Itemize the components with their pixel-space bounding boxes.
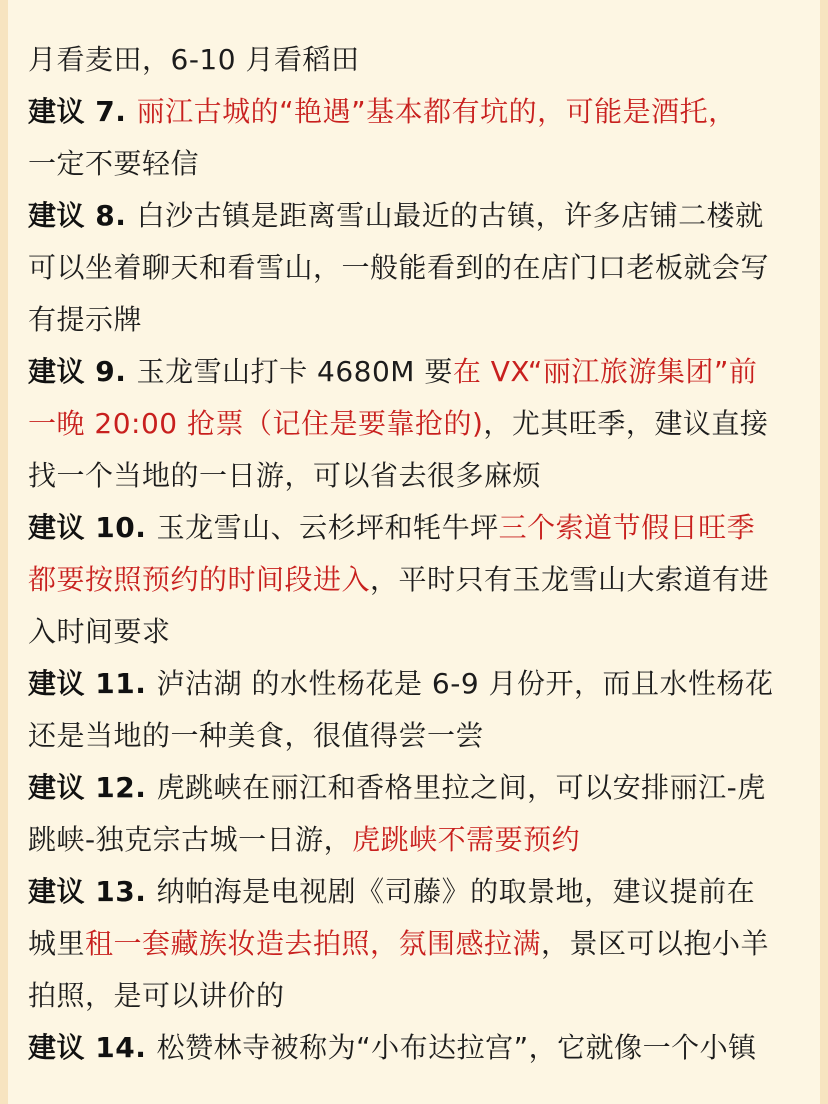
highlighted-text: 在 VX“丽江旅游集团”前 bbox=[452, 355, 758, 388]
body-text: 城里 bbox=[28, 927, 86, 960]
text-line bbox=[28, 138, 804, 190]
body-text: 虎跳峡在丽江和香格里拉之间，可以安排丽江-虎 bbox=[156, 771, 766, 804]
body-text: ，平时只有玉龙雪山大索道有进 bbox=[370, 563, 770, 596]
text-line bbox=[28, 450, 804, 502]
body-text: 还是当地的一种美食，很值得尝一尝 bbox=[28, 719, 485, 752]
text-line bbox=[28, 242, 804, 294]
body-text: 白沙古镇是距离雪山最近的古镇，许多店铺二楼就 bbox=[136, 199, 764, 232]
text-line bbox=[28, 918, 804, 970]
body-text: 可以坐着聊天和看雪山，一般能看到的在店门口老板就会写 bbox=[28, 251, 770, 284]
body-text: 有提示牌 bbox=[28, 303, 143, 336]
text-line bbox=[28, 710, 804, 762]
text-line bbox=[28, 1022, 804, 1074]
body-text: ，景区可以抱小羊 bbox=[541, 927, 770, 960]
text-line bbox=[28, 502, 804, 554]
body-text: 拍照，是可以讲价的 bbox=[28, 979, 285, 1012]
body-text: 月看麦田，6-10 月看稻田 bbox=[28, 43, 360, 76]
text-line bbox=[28, 606, 804, 658]
text-line bbox=[28, 554, 804, 606]
text-line bbox=[28, 86, 804, 138]
text-line bbox=[28, 866, 804, 918]
text-line bbox=[28, 190, 804, 242]
tip-label: 建议 11. bbox=[28, 667, 157, 700]
tip-label: 建议 9. bbox=[28, 355, 137, 388]
body-text: 松赞林寺被称为“小布达拉宫”，它就像一个小镇 bbox=[156, 1031, 757, 1064]
text-line bbox=[28, 970, 804, 1022]
body-text: 纳帕海是电视剧《司藤》的取景地，建议提前在 bbox=[156, 875, 756, 908]
tip-label: 建议 7. bbox=[28, 95, 137, 128]
text-line bbox=[28, 814, 804, 866]
text-line bbox=[28, 294, 804, 346]
highlighted-text: 都要按照预约的时间段进入 bbox=[28, 563, 371, 596]
tip-label: 建议 14. bbox=[28, 1031, 157, 1064]
highlighted-text: 虎跳峡不需要预约 bbox=[352, 823, 581, 856]
body-text: 泸沽湖 的水性杨花是 6-9 月份开，而且水性杨花 bbox=[156, 667, 774, 700]
highlighted-text: 丽江古城的“艳遇”基本都有坑的，可能是酒托， bbox=[136, 95, 737, 128]
tip-label: 建议 10. bbox=[28, 511, 157, 544]
body-text: 玉龙雪山、云杉坪和牦牛坪 bbox=[156, 511, 499, 544]
body-text: 找一个当地的一日游，可以省去很多麻烦 bbox=[28, 459, 542, 492]
body-text: 入时间要求 bbox=[28, 615, 171, 648]
highlighted-text: 一晚 20:00 抢票（记住是要靠抢的) bbox=[28, 407, 484, 440]
body-text: 一定不要轻信 bbox=[28, 147, 200, 180]
tip-label: 建议 13. bbox=[28, 875, 157, 908]
body-text: 跳峡-独克宗古城一日游， bbox=[28, 823, 353, 856]
text-line bbox=[28, 346, 804, 398]
body-text: ，尤其旺季，建议直接 bbox=[483, 407, 769, 440]
body-text: 玉龙雪山打卡 4680M 要 bbox=[136, 355, 453, 388]
text-body bbox=[28, 34, 804, 1074]
highlighted-text: 租一套藏族妆造去拍照，氛围感拉满 bbox=[85, 927, 542, 960]
tip-label: 建议 12. bbox=[28, 771, 157, 804]
text-line bbox=[28, 34, 804, 86]
text-line bbox=[28, 398, 804, 450]
tip-label: 建议 8. bbox=[28, 199, 137, 232]
highlighted-text: 三个索道节假日旺季 bbox=[498, 511, 756, 544]
text-line bbox=[28, 762, 804, 814]
page-edge-right bbox=[820, 0, 828, 1104]
text-line bbox=[28, 658, 804, 710]
page-edge-left bbox=[0, 0, 8, 1104]
